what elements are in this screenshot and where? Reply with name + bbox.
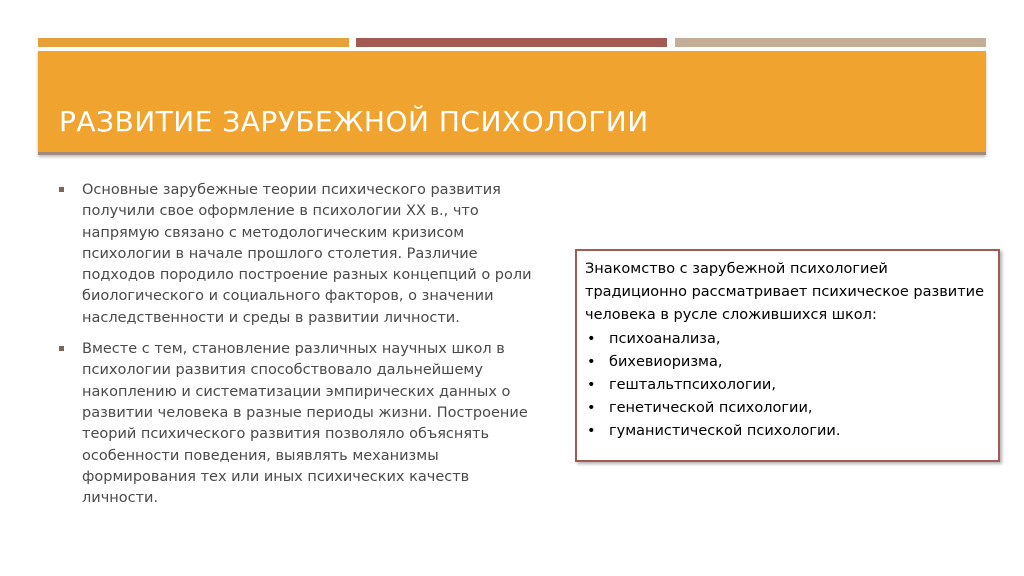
dot-bullet-icon: •: [587, 423, 596, 440]
bullet-item: [58, 180, 548, 329]
school-item: [585, 328, 990, 351]
square-bullet-icon: [59, 187, 64, 192]
school-item: [585, 374, 990, 397]
school-name: бихевиоризма,: [609, 353, 723, 370]
school-name: генетической психологии,: [609, 400, 813, 417]
top-stripe-orange: [38, 38, 349, 47]
dot-bullet-icon: •: [587, 353, 596, 370]
dot-bullet-icon: •: [587, 400, 596, 417]
school-item: [585, 397, 990, 420]
top-stripe-beige: [675, 38, 986, 47]
square-bullet-icon: [59, 346, 64, 351]
schools-info-box: [575, 249, 1000, 462]
title-band: [38, 51, 986, 155]
dot-bullet-icon: •: [587, 330, 596, 347]
bullet-text: Вместе с тем, становление различных научных школ в психологии развития способствовало дальнейшему накоплению и систематизации эмпирических данных о развитии человека в разные периоды жизни. Построение теорий психического развития позволяло объяснять особенности поведения, выявлять механизмы формирования тех или иных психических качеств личности.: [82, 341, 528, 507]
dot-bullet-icon: •: [587, 377, 596, 394]
schools-list: [585, 328, 990, 444]
slide-title: РАЗВИТИЕ ЗАРУБЕЖНОЙ ПСИХОЛОГИИ: [59, 105, 649, 138]
bullet-list: [58, 180, 548, 519]
bullet-text: Основные зарубежные теории психического развития получили свое оформление в психологии XX в., что напрямую связано с методологическим кризисом психологии в начале прошлого столетия. Различие подходов породило построение разных концепций о роли биологического и социального факторов, о значении наследственности и среды в развитии личности.: [82, 182, 532, 326]
bullet-item: [58, 339, 548, 509]
info-box-intro: Знакомство с зарубежной психологией традиционно рассматривает психическое развитие человека в русле сложившихся школ:: [585, 261, 984, 324]
school-item: [585, 420, 990, 443]
school-name: гештальтпсихологии,: [609, 377, 776, 394]
school-item: [585, 351, 990, 374]
top-stripe-red: [356, 38, 667, 47]
school-name: психоанализа,: [609, 330, 721, 347]
school-name: гуманистической психологии.: [609, 423, 841, 440]
